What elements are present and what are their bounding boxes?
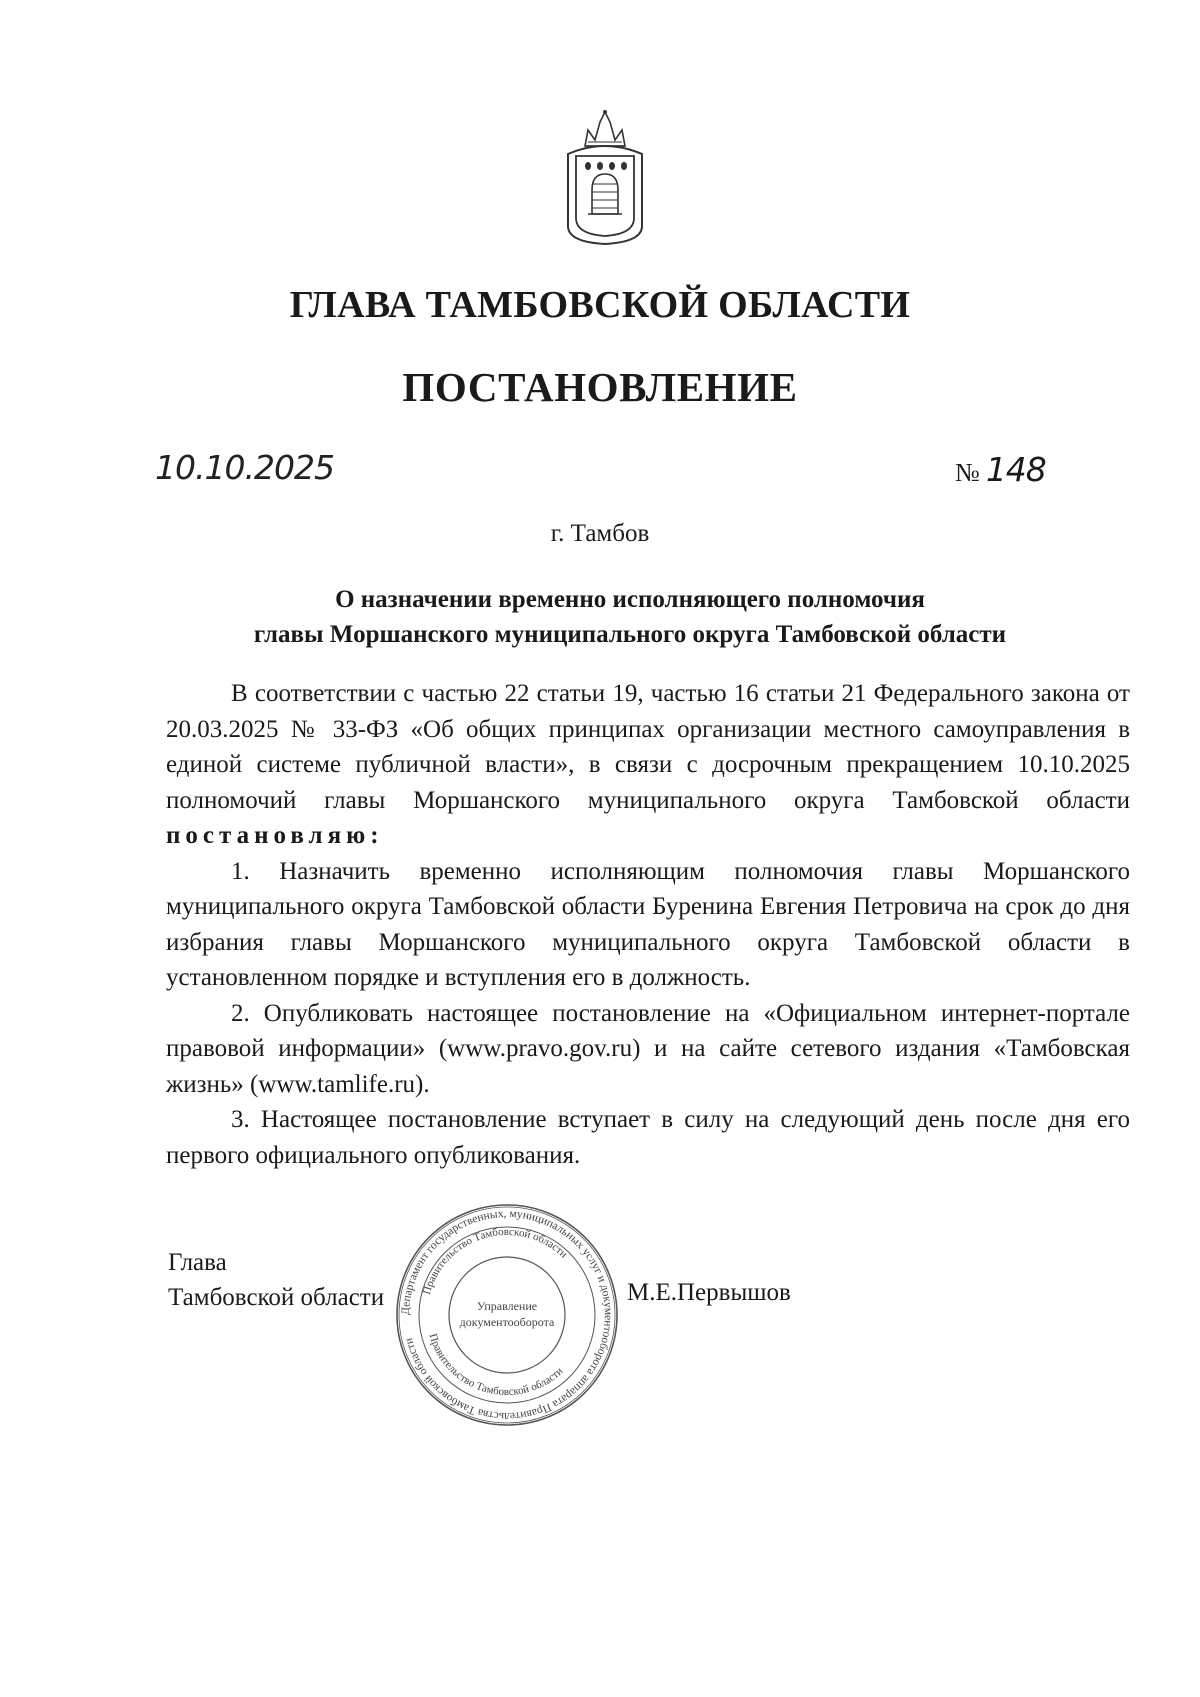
stamp-inner-bottom-text: Правительство Тамбовской области [426,1332,566,1399]
item-1-paragraph: 1. Назначить временно исполняющим полномочия главы Моршанского муниципального округа Тамбовской области Буренина Евгения Петровича на срок до дня избрания главы Моршанского муниципального округа Тамбовской области в установленном порядке и вступления его в должность. [166,857,1130,991]
stamp-center-line-1: Управление [476,1299,538,1313]
decree-colon: : [370,822,379,849]
document-type-title: ПОСТАНОВЛЕНИЕ [402,364,798,410]
subject-line-1: О назначении временно исполняющего полномочия [335,586,925,613]
document-body [166,676,1130,1173]
official-round-stamp [392,1200,622,1430]
decree-word: постановляю [166,822,371,849]
subject-line-2: главы Моршанского муниципального округа Тамбовской области [253,621,1007,648]
document-number-block [955,450,1046,489]
item-3-paragraph: 3. Настоящее постановление вступает в силу на следующий день после дня его первого официального опубликования. [166,1106,1130,1169]
position-line-1: Глава [168,1249,227,1276]
document-number: 148 [985,450,1046,489]
preamble-text: В соответствии с частью 22 статьи 19, частью 16 статьи 21 Федерального закона от 20.03.2025 № 33-ФЗ «Об общих принципах организации местного самоуправления в единой системе публичной власти», в связи с досрочным прекращением 10.10.2025 полномочий главы Моршанского муниципального округа Тамбовской области [166,680,1130,814]
preamble-paragraph [166,676,1130,854]
signer-name: М.Е.Первышов [627,1279,791,1306]
document-date: 10.10.2025 [155,448,334,487]
document-subject [160,582,1100,652]
item-2-paragraph: 2. Опубликовать настоящее постановление на «Официальном интернет-портале правовой информации» (www.pravo.gov.ru) и на сайте сетевого издания «Тамбовская жизнь» (www.tamlife.ru). [166,999,1130,1098]
position-line-2: Тамбовской области [168,1284,385,1311]
stamp-inner-top-text: Правительство Тамбовской области [420,1225,570,1297]
issuer-title: ГЛАВА ТАМБОВСКОЙ ОБЛАСТИ [289,284,911,326]
tambov-coat-of-arms-emblem [550,108,660,248]
stamp-outer-ring-text: Департамент государственных, муниципальных услуг и документооборота аппарата Правительства Тамбовской области [399,1207,615,1423]
signature-position [168,1245,384,1315]
number-label: № [955,458,980,487]
document-city: г. Тамбов [550,520,650,547]
stamp-center-line-2: документооборота [459,1315,555,1329]
